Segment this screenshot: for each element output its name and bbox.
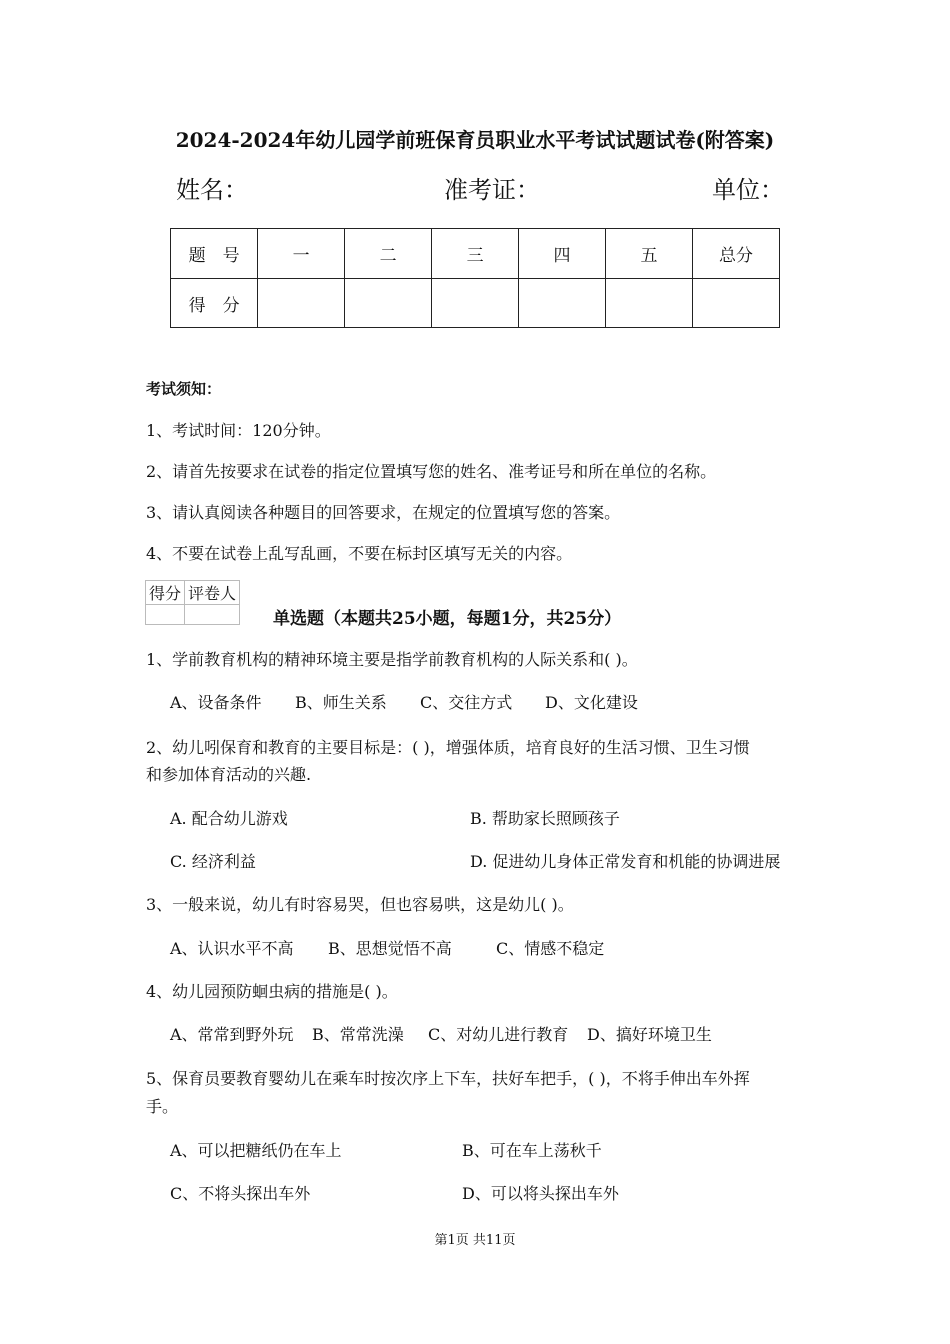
score-table-header-cell: 四 — [519, 229, 606, 279]
exam-title: 2024-2024年幼儿园学前班保育员职业水平考试试题试卷(附答案) — [175, 128, 775, 152]
option-c[interactable]: C、不将头探出车外 — [170, 1184, 311, 1203]
option-a[interactable]: A. 配合幼儿游戏 — [170, 809, 288, 828]
option-a[interactable]: A、可以把糖纸仍在车上 — [170, 1141, 342, 1160]
unit-field-label: 单位： — [712, 176, 784, 204]
grader-score-cell[interactable] — [146, 605, 185, 625]
score-table-header-cell: 总分 — [692, 229, 779, 279]
score-row-label: 得 分 — [171, 279, 258, 328]
notice-item: 4、不要在试卷上乱写乱画，不要在标封区填写无关的内容。 — [146, 544, 573, 563]
option-b[interactable]: B、思想觉悟不高 — [328, 939, 452, 958]
option-c[interactable]: C、对幼儿进行教育 — [428, 1025, 569, 1044]
option-a[interactable]: A、认识水平不高 — [170, 939, 294, 958]
score-input-cell[interactable] — [432, 279, 519, 328]
question-stem: 5、保育员要教育婴幼儿在乘车时按次序上下车，扶好车把手，( )，不将手伸出车外挥 — [146, 1069, 750, 1088]
question-stem-continued: 和参加体育活动的兴趣. — [146, 765, 312, 784]
grader-score-label: 得分 — [146, 581, 185, 605]
option-d[interactable]: D、可以将头探出车外 — [462, 1184, 619, 1203]
option-c[interactable]: C、交往方式 — [420, 693, 513, 712]
option-a[interactable]: A、设备条件 — [170, 693, 262, 712]
option-b[interactable]: B、师生关系 — [295, 693, 387, 712]
option-b[interactable]: B. 帮助家长照顾孩子 — [470, 809, 620, 828]
grader-box — [145, 580, 240, 625]
question-stem: 4、幼儿园预防蛔虫病的措施是( )。 — [146, 982, 398, 1001]
score-table — [170, 228, 780, 328]
section-title: 单选题（本题共25小题，每题1分，共25分） — [273, 609, 622, 629]
notice-item: 2、请首先按要求在试卷的指定位置填写您的姓名、准考证号和所在单位的名称。 — [146, 462, 717, 481]
score-table-score-row — [171, 279, 780, 328]
score-table-header-cell: 一 — [258, 229, 345, 279]
notice-item: 1、考试时间：120分钟。 — [146, 421, 331, 440]
score-table-header-cell: 三 — [432, 229, 519, 279]
question-stem: 3、一般来说，幼儿有时容易哭，但也容易哄，这是幼儿( )。 — [146, 895, 574, 914]
option-c[interactable]: C. 经济利益 — [170, 852, 256, 871]
option-d[interactable]: D、文化建设 — [545, 693, 638, 712]
option-b[interactable]: B、常常洗澡 — [312, 1025, 404, 1044]
score-table-header-row — [171, 229, 780, 279]
score-table-header-cell: 二 — [345, 229, 432, 279]
option-b[interactable]: B、可在车上荡秋千 — [462, 1141, 602, 1160]
option-d[interactable]: D. 促进幼儿身体正常发育和机能的协调进展 — [470, 852, 781, 871]
question-stem-continued: 手。 — [146, 1097, 179, 1116]
grader-reviewer-cell[interactable] — [185, 605, 240, 625]
grader-reviewer-label: 评卷人 — [185, 581, 240, 605]
notice-title: 考试须知： — [146, 380, 222, 398]
score-input-cell[interactable] — [345, 279, 432, 328]
score-input-cell[interactable] — [258, 279, 345, 328]
score-input-cell[interactable] — [692, 279, 779, 328]
name-field-label: 姓名： — [176, 176, 248, 204]
option-a[interactable]: A、常常到野外玩 — [170, 1025, 294, 1044]
exam-id-field-label: 准考证： — [444, 176, 540, 204]
score-table-header-cell: 五 — [606, 229, 693, 279]
question-stem: 2、幼儿吲保育和教育的主要目标是：( )，增强体质，培育良好的生活习惯、卫生习惯 — [146, 738, 750, 757]
score-input-cell[interactable] — [519, 279, 606, 328]
score-input-cell[interactable] — [606, 279, 693, 328]
notice-item: 3、请认真阅读各种题目的回答要求，在规定的位置填写您的答案。 — [146, 503, 621, 522]
option-d[interactable]: D、搞好环境卫生 — [587, 1025, 712, 1044]
option-c[interactable]: C、情感不稳定 — [496, 939, 605, 958]
page-footer: 第1页 共11页 — [434, 1233, 516, 1248]
score-table-header-cell: 题 号 — [171, 229, 258, 279]
question-stem: 1、学前教育机构的精神环境主要是指学前教育机构的人际关系和( )。 — [146, 650, 638, 669]
